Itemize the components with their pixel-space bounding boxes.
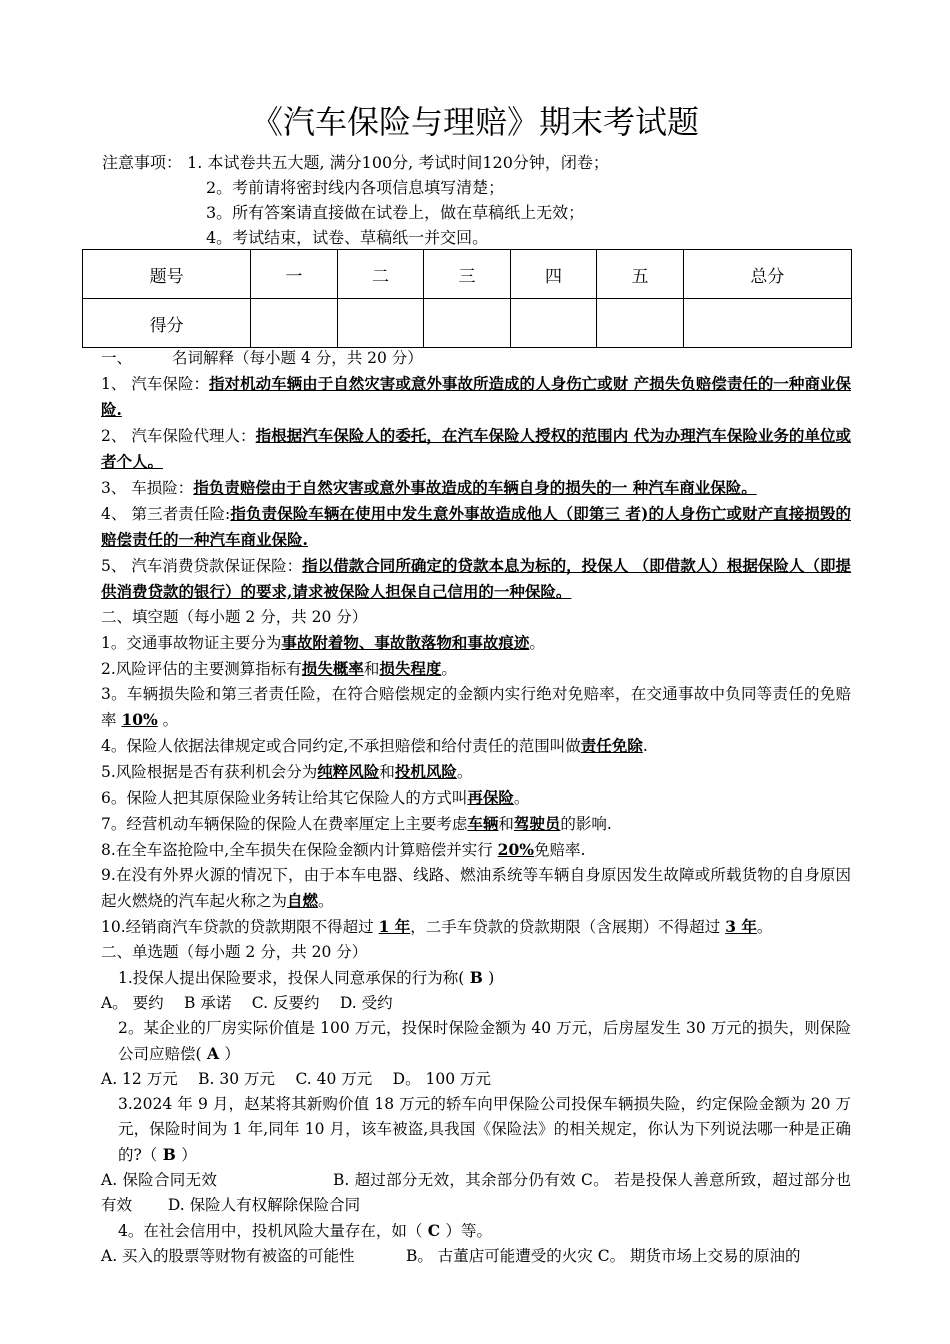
choice-question: 2。某企业的厂房实际价值是 100 万元，投保时保险金额为 40 万元，后房屋发生 30 万元的损失，则保险公司应赔偿( A ）	[118, 1019, 851, 1063]
answer-text: 指根据汽车保险人的委托，在汽车保险人授权的范围内 代为办理汽车保险业务的单位或者个人。	[101, 426, 851, 471]
choice-options: A. 保险合同无效 B. 超过部分无效，其余部分仍有效 C。 若是投保人善意所致，超过部分也有效 D. 保险人有权解除保险合同	[101, 1171, 851, 1214]
fill-question: 5.风险根据是否有获利机会分为纯粹风险和投机风险。	[101, 762, 473, 781]
definition-item: 4、 第三者责任险:指负责保险车辆在使用中发生意外事故造成他人（即第三 者)的人身伤亡或财产直接损毁的赔偿责任的一种汽车商业保险.	[101, 504, 851, 549]
notes-label: 注意事项：	[102, 153, 183, 172]
answer-text: 纯粹风险	[317, 762, 380, 781]
answer-text: 自燃	[287, 891, 319, 910]
exam-body	[101, 346, 851, 1269]
answer-text: 3 年	[725, 917, 757, 936]
score-header-cell: 总分	[683, 250, 851, 299]
score-header-cell: 五	[597, 250, 684, 299]
note-item: 3。所有答案请直接做在试卷上，做在草稿纸上无效；	[206, 203, 585, 222]
answer-text: 指以借款合同所确定的贷款本息为标的，投保人 （即借款人）根据保险人（即提供消费贷款的银行）的要求,请求被保险人担保自己信用的一种保险。	[101, 556, 851, 601]
score-row-label: 得分	[83, 299, 251, 348]
answer-text: 事故附着物、事故散落物和事故痕迹	[281, 633, 530, 652]
answer-text: 1 年	[378, 917, 411, 936]
fill-question: 7。经营机动车辆保险的保险人在费率厘定上主要考虑车辆和驾驶员的影响.	[101, 814, 612, 833]
choice-options: A。 要约 B 承诺 C. 反要约 D. 受约	[101, 994, 393, 1012]
note-item: 1. 本试卷共五大题, 满分100分, 考试时间120分钟，闭卷；	[187, 153, 609, 172]
score-cell[interactable]	[510, 299, 597, 348]
answer-text: 指负责保险车辆在使用中发生意外事故造成他人（即第三 者)的人身伤亡或财产直接损毁的赔偿责任的一种汽车商业保险.	[101, 504, 851, 549]
answer-text: C	[422, 1221, 446, 1240]
answer-text: 驾驶员	[513, 814, 561, 833]
score-header-cell: 二	[337, 250, 424, 299]
fill-question: 2.风险评估的主要测算指标有损失概率和损失程度。	[101, 659, 457, 678]
choice-question: 3.2024 年 9 月，赵某将其新购价值 18 万元的轿车向甲保险公司投保车辆损失险，约定保险金额为 20 万元，保险时间为 1 年,同年 10 月，该车被盗,具我国《保险法》的相关规定，你认为下列说法哪一种是正确的?（ B ）	[118, 1095, 851, 1164]
fill-question: 1。交通事故物证主要分为事故附着物、事故散落物和事故痕迹。	[101, 633, 545, 652]
choice-question: 4。在社会信用中，投机风险大量存在，如（ C ）等。	[118, 1221, 493, 1240]
fill-question: 10.经销商汽车贷款的贷款期限不得超过 1 年，二手车贷款的贷款期限（含展期）不得超过 3 年。	[101, 917, 773, 936]
score-cell[interactable]	[597, 299, 684, 348]
fill-question: 4。保险人依据法律规定或合同约定,不承担赔偿和给付责任的范围叫做责任免除.	[101, 736, 648, 755]
answer-text: 指对机动车辆由于自然灾害或意外事故所造成的人身伤亡或财 产损失负赔偿责任的一种商业保险.	[101, 374, 852, 419]
answer-text: 车辆	[467, 814, 499, 833]
answer-text: 20%	[497, 840, 534, 859]
fill-question: 9.在没有外界火源的情况下，由于本车电器、线路、燃油系统等车辆自身原因发生故障或所载货物的自身原因起火燃烧的汽车起火称之为自燃。	[101, 866, 851, 910]
choice-question: 1.投保人提出保险要求，投保人同意承保的行为称( B )	[118, 968, 495, 987]
choice-options: A. 买入的股票等财物有被盗的可能性 B。 古董店可能遭受的火灾 C。 期货市场上交易的原油的	[101, 1247, 801, 1265]
exam-notes	[102, 150, 609, 250]
score-cell[interactable]	[424, 299, 511, 348]
score-header-cell: 题号	[83, 250, 251, 299]
choice-options: A. 12 万元 B. 30 万元 C. 40 万元 D。 100 万元	[101, 1070, 492, 1088]
fill-question: 6。保险人把其原保险业务转让给其它保险人的方式叫再保险。	[101, 788, 530, 807]
note-item: 2。考前请将密封线内各项信息填写清楚；	[206, 178, 505, 197]
answer-text: 损失概率	[301, 659, 364, 678]
note-item: 4。考试结束，试卷、草稿纸一并交回。	[206, 228, 489, 247]
answer-text: 再保险	[467, 788, 514, 807]
score-cell[interactable]	[337, 299, 424, 348]
section-heading: 二、单选题（每小题 2 分，共 20 分）	[101, 943, 368, 961]
score-cell[interactable]	[251, 299, 338, 348]
score-cell[interactable]	[683, 299, 851, 348]
answer-text: 10%	[121, 710, 158, 729]
definition-item: 1、 汽车保险：指对机动车辆由于自然灾害或意外事故所造成的人身伤亡或财 产损失负赔偿责任的一种商业保险.	[101, 374, 852, 419]
answer-text: B	[157, 1145, 182, 1164]
section-heading: 一、 名词解释（每小题 4 分，共 20 分）	[101, 349, 423, 367]
answer-text: B	[464, 968, 489, 987]
score-table-score-row	[83, 299, 852, 348]
definition-item: 5、 汽车消费贷款保证保险：指以借款合同所确定的贷款本息为标的，投保人 （即借款人）根据保险人（即提供消费贷款的银行）的要求,请求被保险人担保自己信用的一种保险。	[101, 556, 851, 601]
answer-text: 投机风险	[394, 762, 457, 781]
answer-text: 责任免除	[580, 736, 643, 755]
answer-text: 损失程度	[379, 659, 442, 678]
answer-text: 指负责赔偿由于自然灾害或意外事故造成的车辆自身的损失的一 种汽车商业保险。	[193, 478, 757, 497]
section-heading: 二、填空题（每小题 2 分，共 20 分）	[101, 608, 368, 626]
score-header-cell: 一	[251, 250, 338, 299]
score-table	[82, 249, 852, 348]
definition-item: 2、 汽车保险代理人：指根据汽车保险人的委托，在汽车保险人授权的范围内 代为办理汽车保险业务的单位或者个人。	[101, 426, 851, 471]
score-table-header-row	[83, 250, 852, 299]
answer-text: A	[201, 1044, 225, 1063]
fill-question: 3。车辆损失险和第三者责任险，在符合赔偿规定的金额内实行绝对免赔率，在交通事故中负同等责任的免赔率 10% 。	[101, 685, 851, 729]
definition-item: 3、 车损险：指负责赔偿由于自然灾害或意外事故造成的车辆自身的损失的一 种汽车商业保险。	[101, 478, 757, 497]
fill-question: 8.在全车盗抢险中,全车损失在保险金额内计算赔偿并实行 20%免赔率.	[101, 840, 586, 859]
score-header-cell: 四	[510, 250, 597, 299]
page-title: 《汽车保险与理赔》期末考试题	[250, 103, 699, 141]
score-header-cell: 三	[424, 250, 511, 299]
